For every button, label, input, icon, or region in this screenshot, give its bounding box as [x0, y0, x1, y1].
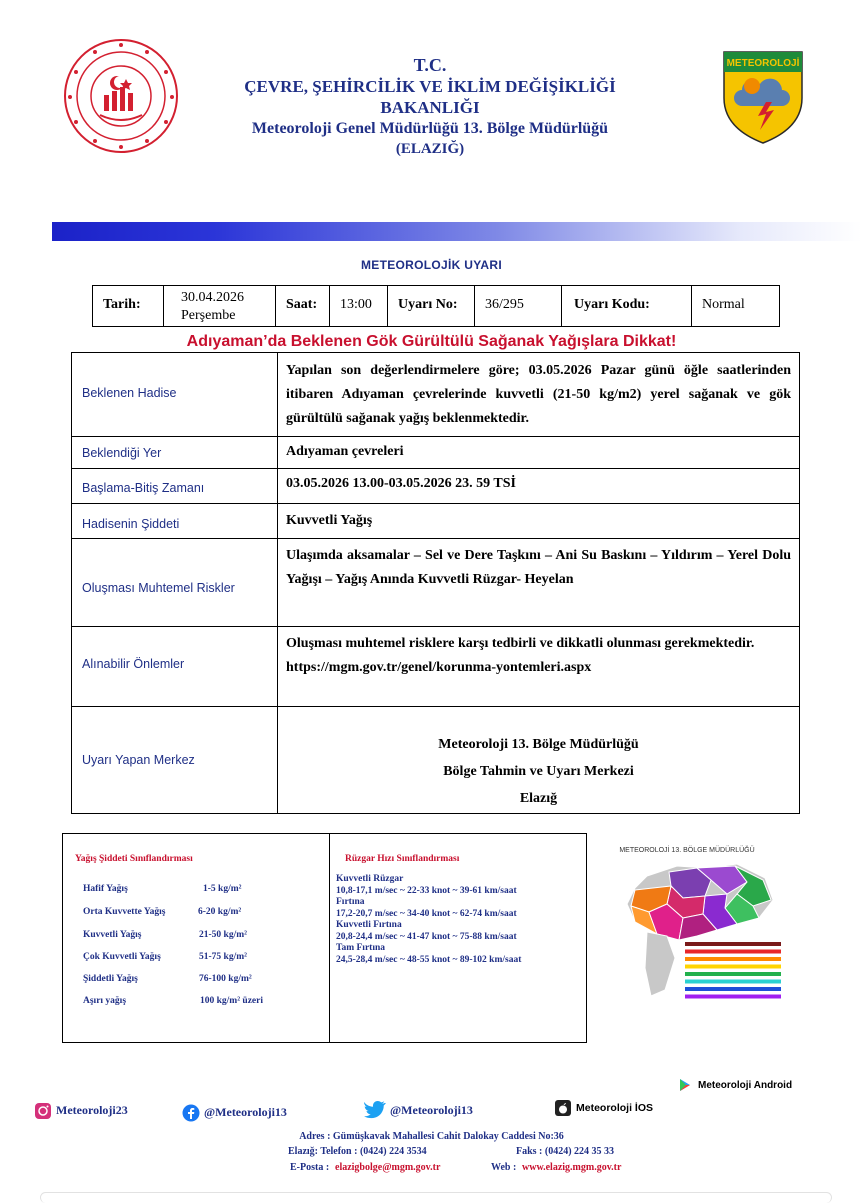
wind-item-value: 10,8-17,1 m/sec ~ 22-33 knot ~ 39-61 km/saat: [336, 885, 517, 896]
row-possible-risks: [72, 538, 799, 627]
wind-item-name: Kuvvetli Fırtına: [336, 920, 402, 930]
row-value: Adıyaman çevreleri: [286, 444, 404, 459]
instagram-icon[interactable]: [34, 1102, 52, 1120]
row-issuing-center: [72, 706, 799, 814]
day-value: Perşembe: [181, 308, 236, 323]
row-severity: [72, 503, 799, 539]
warning-code-value: Normal: [702, 297, 745, 312]
wind-item-name: Tam Fırtına: [336, 943, 385, 953]
wind-item-value: 17,2-20,7 m/sec ~ 34-40 knot ~ 62-74 km/saat: [336, 908, 517, 919]
footer-phone: Elazığ: Telefon : (0424) 224 3534: [288, 1146, 427, 1157]
region-map: [587, 838, 787, 1008]
warning-info-table: [92, 285, 780, 327]
map-legend: [685, 942, 781, 999]
twitter-icon[interactable]: [364, 1101, 386, 1119]
row-label: Beklendiği Yer: [82, 446, 162, 460]
header-band: [52, 222, 862, 241]
classification-box: [62, 833, 587, 1043]
map-legend-stripe: [685, 980, 781, 984]
header-city: (ELAZIĞ): [395, 141, 465, 157]
row-start-end-time: [72, 468, 799, 504]
warning-no-value: 36/295: [485, 297, 524, 312]
rain-item: Şiddetli Yağış 76-100 kg/m²: [83, 974, 252, 984]
document-title: METEOROLOJİK UYARI: [361, 258, 502, 272]
wind-item-name: Fırtına: [336, 897, 365, 907]
warning-code-label: Uyarı Kodu:: [574, 297, 650, 312]
warning-details-table: [71, 352, 800, 814]
row-value: Ulaşımda aksamalar – Sel ve Dere Taşkını – Ani Su Baskını – Yıldırım – Yerel Dolu Yağışı – Yağış Anında Kuvvetli Rüzgar- Heyelan: [286, 548, 791, 587]
center-line-2: Bölge Tahmin ve Uyarı Merkezi: [443, 764, 634, 779]
row-value: Yapılan son değerlendirmelere göre; 03.05.2026 Pazar günü öğle saatlerinden itibaren Adıyaman çevrelerinde kuvvetli (21-50 kg/m2) yerel sağanak ve gök gürültülü sağanak yağış beklenmektedir.: [286, 363, 791, 426]
row-label: Beklenen Hadise: [82, 386, 177, 400]
row-expected-event: [72, 353, 799, 436]
map-legend-stripe: [685, 987, 781, 991]
rain-item: Kuvvetli Yağış 21-50 kg/m²: [83, 930, 247, 940]
ministry-header: [180, 55, 680, 160]
instagram-handle[interactable]: Meteoroloji23: [56, 1103, 128, 1117]
google-play-icon[interactable]: [678, 1078, 692, 1092]
web-link[interactable]: www.elazig.mgm.gov.tr: [522, 1162, 622, 1173]
facebook-icon[interactable]: [182, 1104, 200, 1122]
bottom-frame: [40, 1192, 832, 1203]
row-label: Hadisenin Şiddeti: [82, 517, 180, 531]
center-line-3: Elazığ: [519, 791, 558, 806]
header-ministry-line1: ÇEVRE, ŞEHİRCİLİK VE İKLİM DEĞİŞİKLİĞİ: [244, 77, 616, 96]
map-legend-stripe: [685, 950, 781, 954]
footer-fax: Faks : (0424) 224 35 33: [516, 1146, 615, 1157]
row-expected-place: [72, 436, 799, 469]
row-precautions: [72, 626, 799, 707]
header-ministry-line2: BAKANLIĞI: [380, 98, 480, 117]
date-label: Tarih:: [103, 297, 141, 312]
row-label: Başlama-Bitiş Zamanı: [82, 481, 205, 495]
rain-item: Orta Kuvvette Yağış 6-20 kg/m²: [83, 907, 242, 917]
wind-item-name: Kuvvetli Rüzgar: [336, 874, 404, 884]
ios-app-link[interactable]: Meteoroloji İOS: [576, 1102, 654, 1114]
row-value: Kuvvetli Yağış: [286, 513, 373, 528]
twitter-handle[interactable]: @Meteoroloji13: [390, 1103, 473, 1117]
date-value: 30.04.2026: [181, 290, 244, 305]
time-label: Saat:: [286, 297, 318, 312]
rain-item: Aşırı yağış 100 kg/m² üzeri: [83, 996, 264, 1006]
row-label: Uyarı Yapan Merkez: [82, 753, 195, 767]
email-label: E-Posta :: [290, 1162, 330, 1173]
map-legend-stripe: [685, 942, 781, 946]
facebook-handle[interactable]: @Meteoroloji13: [204, 1105, 287, 1119]
row-value: 03.05.2026 13.00-03.05.2026 23. 59 TSİ: [286, 476, 516, 491]
wind-item-value: 20,8-24,4 m/sec ~ 41-47 knot ~ 75-88 km/saat: [336, 931, 517, 942]
wind-item-value: 24,5-28,4 m/sec ~ 48-55 knot ~ 89-102 km/saat: [336, 954, 522, 965]
web-label: Web :: [491, 1162, 517, 1173]
map-legend-stripe: [685, 965, 781, 969]
header-directorate: Meteoroloji Genel Müdürlüğü 13. Bölge Müdürlüğü: [251, 120, 609, 137]
ministry-logo: [62, 37, 180, 155]
android-app-link[interactable]: Meteoroloji Android: [698, 1080, 793, 1091]
wind-classification-list: [336, 874, 541, 966]
row-value: Oluşması muhtemel risklere karşı tedbirli ve dikkatli olunması gerekmektedir.: [286, 636, 755, 651]
email-link[interactable]: elazigbolge@mgm.gov.tr: [335, 1162, 441, 1173]
map-legend-stripe: [685, 995, 781, 999]
wind-classification-title: Rüzgar Hızı Sınıflandırması: [345, 854, 460, 864]
center-line-1: Meteoroloji 13. Bölge Müdürlüğü: [438, 737, 639, 752]
apple-icon[interactable]: [555, 1100, 571, 1116]
rain-item: Çok Kuvvetli Yağış 51-75 kg/m²: [83, 952, 247, 962]
map-legend-stripe: [685, 957, 781, 961]
row-label: Alınabilir Önlemler: [82, 657, 185, 671]
rain-classification-title: Yağış Şiddeti Sınıflandırması: [75, 854, 193, 864]
meteoroloji-logo: [722, 50, 804, 145]
precautions-link[interactable]: https://mgm.gov.tr/genel/korunma-yontemleri.aspx: [286, 660, 592, 675]
rain-item: Hafif Yağış 1-5 kg/m²: [83, 884, 242, 894]
svg-text:METEOROLOJİ: METEOROLOJİ: [726, 58, 800, 69]
warning-headline: Adıyaman’da Beklenen Gök Gürültülü Sağanak Yağışlara Dikkat!: [186, 333, 677, 350]
row-label: Oluşması Muhtemel Riskler: [82, 581, 235, 595]
map-legend-stripe: [685, 972, 781, 976]
warning-no-label: Uyarı No:: [398, 297, 458, 312]
footer-address: Adres : Gümüşkavak Mahallesi Cahit Dalokay Caddesi No:36: [299, 1131, 564, 1142]
map-title: METEOROLOJİ 13. BÖLGE MÜDÜRLÜĞÜ: [619, 847, 755, 854]
header-tc: T.C.: [413, 55, 447, 75]
time-value: 13:00: [340, 297, 372, 312]
